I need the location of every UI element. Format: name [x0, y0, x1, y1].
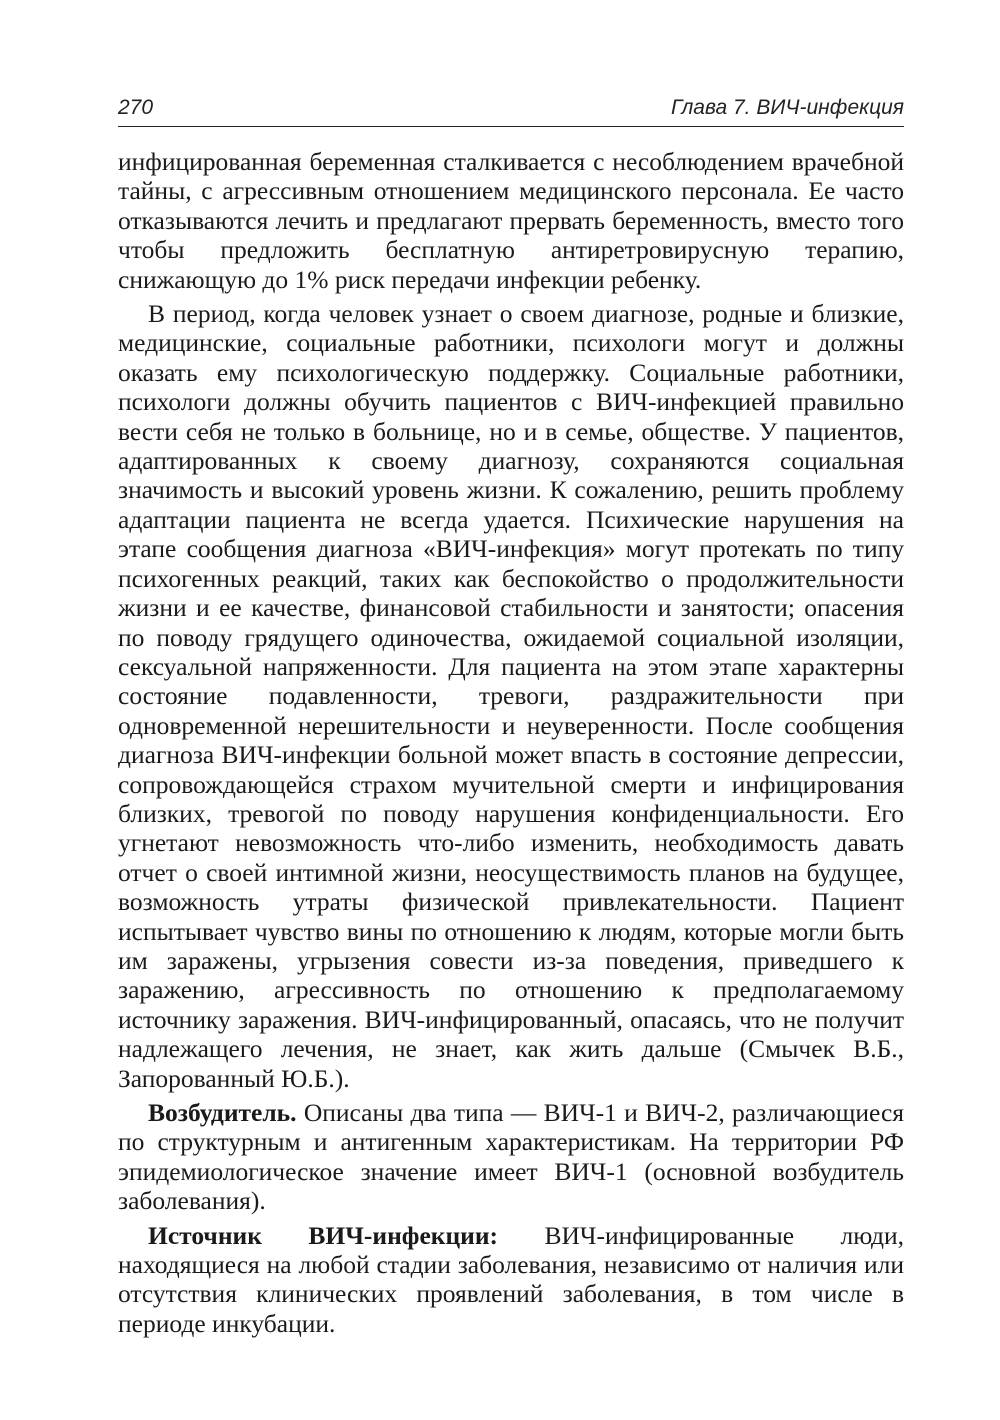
page-number: 270 — [118, 96, 154, 119]
running-header — [118, 94, 904, 127]
paragraph-psychological-support: В период, когда человек узнает о своем диагнозе, родные и близкие, медицинские, социальные работники, психологи могут и должны оказать ему психологическую поддержку. Социальные работники, психологи должны обучить пациентов с ВИЧ-инфекцией правильно вести себя не только в больнице, но и в семье, обществе. У пациентов, адаптированных к своему диагнозу, сохраняются социальная значимость и высокий уровень жизни. К сожалению, решить проблему адаптации пациента не всегда удается. Психические нарушения на этапе сообщения диагноза «ВИЧ-инфекция» могут протекать по типу психогенных реакций, таких как беспокойство о продолжительности жизни и ее качестве, финансовой стабильности и занятости; опасения по поводу грядущего одиночества, ожидаемой социальной изоляции, сексуальной напряженности. Для пациента на этом этапе характерны состояние подавленности, тревоги, раздражительности при одновременной нерешительности и неуверенности. После сообщения диагноза ВИЧ-инфекции больной может впасть в состояние депрессии, сопровождающейся страхом мучительной смерти и инфицирования близких, тревогой по поводу нарушения конфиденциальности. Его угнетают невозможность что-либо изменить, необходимость давать отчет о своей интимной жизни, неосуществимость планов на будущее, возможность утраты физической привлекательности. Пациент испытывает чувство вины по отношению к людям, которые могли быть им заражены, угрызения совести из-за поведения, приведшего к заражению, агрессивность по отношению к предполагаемому источнику заражения. ВИЧ-инфицированный, опасаясь, что не получит надлежащего лечения, не знает, как жить дальше (Смычек В.Б., Запорованный Ю.Б.). — [118, 299, 904, 1093]
pathogen-text: Описаны два типа — ВИЧ-1 и ВИЧ-2, различающиеся по структурным и антигенным характеристикам. На территории РФ эпидемиологическое значение имеет ВИЧ-1 (основной возбудитель заболевания). — [118, 1098, 904, 1216]
body-text — [118, 147, 904, 1338]
infection-source-text: ВИЧ-инфицированные люди, находящиеся на любой стадии заболевания, независимо от наличия или отсутствия клинических проявлений заболевания, в том числе в периоде инкубации. — [118, 1220, 904, 1338]
paragraph-continued: инфицированная беременная сталкивается с несоблюдением врачебной тайны, с агрессивным отношением медицинского персонала. Ее часто отказываются лечить и предлагают прервать беременность, вместо того чтобы предложить бесплатную антиретровирусную терапию, снижающую до 1% риск передачи инфекции ребенку. — [118, 147, 904, 294]
chapter-title: Глава 7. ВИЧ-инфекция — [670, 96, 904, 119]
book-page — [118, 94, 904, 1338]
pathogen-heading: Возбудитель. — [148, 1098, 297, 1127]
paragraph-infection-source — [118, 1221, 904, 1339]
infection-source-heading: Источник ВИЧ-инфекции: — [148, 1220, 499, 1250]
paragraph-pathogen — [118, 1098, 904, 1216]
